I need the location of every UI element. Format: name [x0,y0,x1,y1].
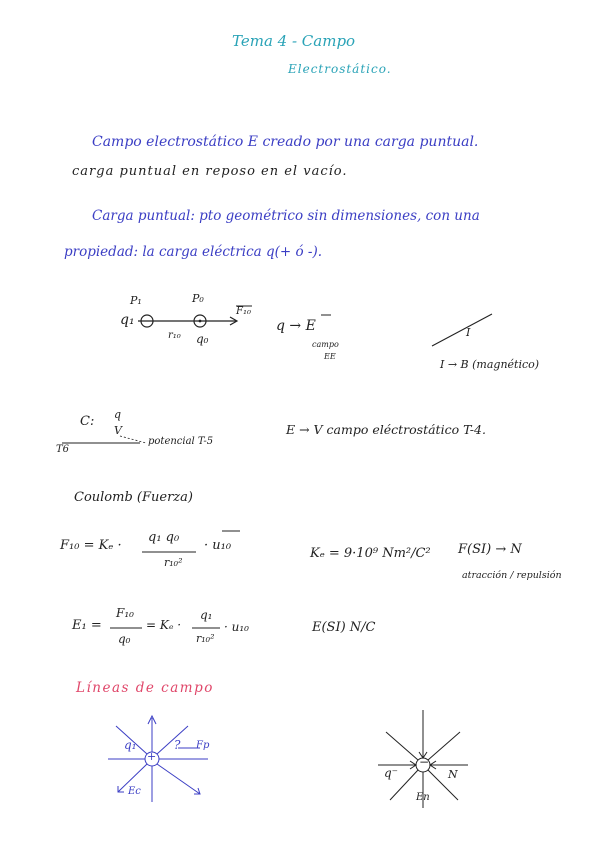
esi-units: E(SI) N/C [312,620,376,635]
e1-unit: · u₁₀ [224,620,249,634]
potential-num: q [114,408,122,421]
potential-right-line [120,436,146,443]
minus-sign: − [419,755,430,769]
label-q1: q₁ [120,312,135,328]
field-line-ne [157,726,188,754]
question-mark: ? [174,738,181,752]
ec-label: Ec [128,786,141,797]
e1-num2: q₁ [200,608,213,622]
label-ee: EE [324,352,336,361]
current-line [432,314,492,346]
definition-line2: propiedad: la carga eléctrica q(+ ó -). [64,244,323,260]
label-i: I [466,326,471,339]
e-v-campo: E → V campo eléctrostático T-4. [286,422,486,437]
e1-den2: r₁₀² [196,632,215,645]
n-label: N [448,768,458,781]
e1-lhs: E₁ = [72,618,102,633]
label-i-b-magnetico: I → B (magnético) [440,358,540,371]
definition-line1: Carga puntual: pto geométrico sin dimensiones, con una [92,208,480,224]
potential-lhs: C: [80,414,95,429]
minus-q-label: q⁻ [384,766,399,780]
intro-line2: carga puntual en reposo en el vacío. [72,164,348,179]
e1-mid: = Kₑ · [146,618,182,632]
label-f10: F₁₀ [236,306,251,317]
plus-sign: + [147,750,157,763]
e1-num: F₁₀ [116,606,134,620]
coulomb-f10-den: r₁₀² [164,556,183,569]
label-r10: r₁₀ [168,330,181,341]
coulomb-ke: Kₑ = 9·10⁹ Nm²/C² [310,546,431,561]
positive-charge-field [108,716,208,802]
neg-line-ne [428,732,460,760]
e1-den: q₀ [118,632,131,646]
neg-line-nw [386,732,418,760]
label-p0: P₀ [192,292,204,305]
label-p1: P₁ [130,294,142,307]
label-q0: q₀ [196,332,209,346]
potential-arrow-label: potencial T-5 [148,436,214,447]
label-campo: campo [312,340,339,349]
coulomb-fsi: F(SI) → N [458,542,522,557]
field-line-se [157,764,200,794]
title-line2: Electrostático. [288,62,392,76]
coulomb-heading: Coulomb (Fuerza) [74,490,193,505]
title-line1: Tema 4 - Campo [232,32,356,50]
plus-q-label: q₁ [124,738,137,752]
en-label: En [416,792,430,803]
coulomb-f10-num: q₁ q₀ [148,530,180,545]
coulomb-f10-lhs: F₁₀ = Kₑ · [60,538,122,553]
fp-label: Fp [196,740,210,751]
coulomb-attraction: atracción / repulsión [462,570,562,581]
label-q-to-e: q → E [276,318,316,334]
coulomb-f10-unit: · u₁₀ [204,538,232,553]
charge-q0-dot [199,320,202,323]
potential-t6: T6 [56,444,70,455]
potential-den: V [114,424,122,437]
lineas-heading: Líneas de campo [76,680,214,696]
intro-line1: Campo electrostático E creado por una carga puntual. [92,134,479,150]
